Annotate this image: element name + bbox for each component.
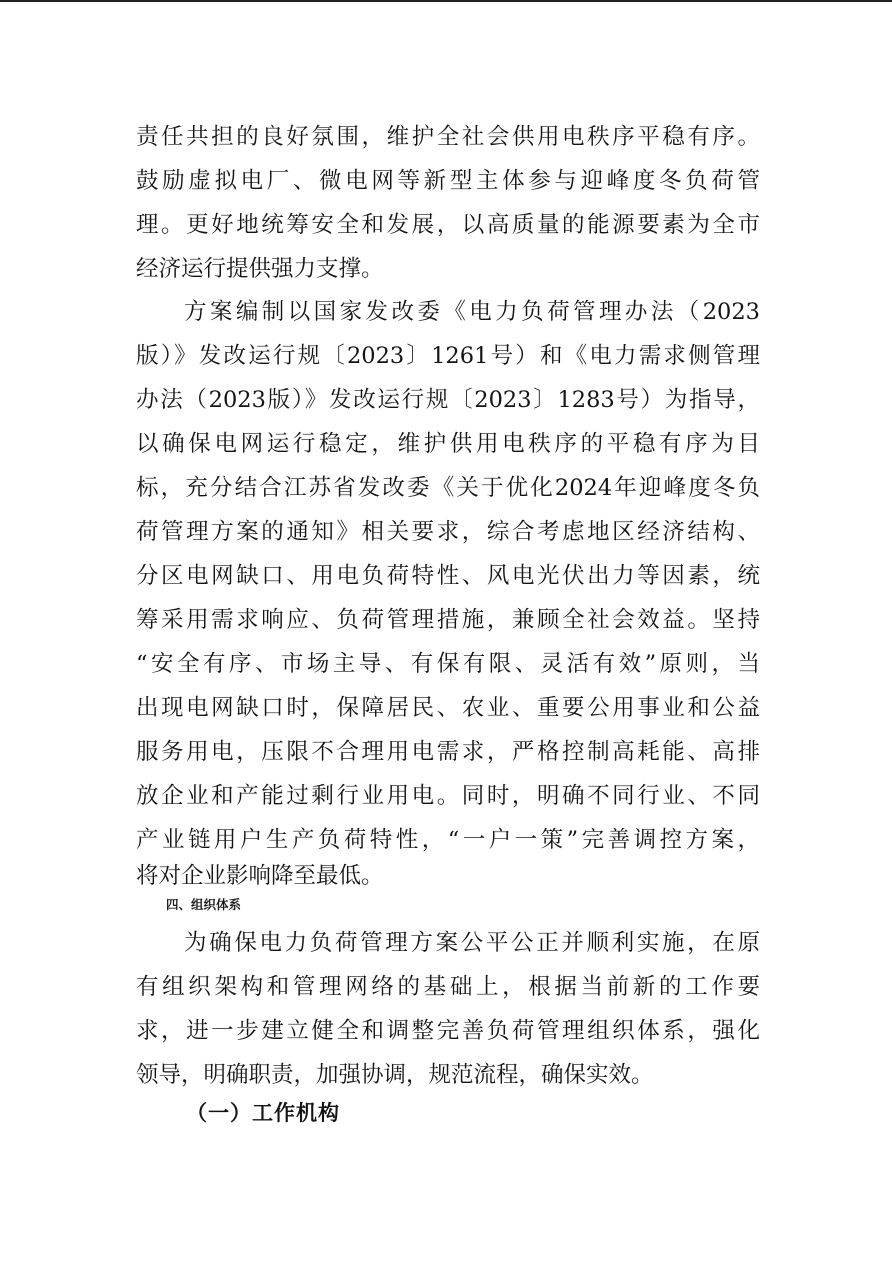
text-line: 服务用电，压限不合理用电需求，严格控制高耗能、高排 (136, 739, 760, 765)
text-line: 求，进一步建立健全和调整完善负荷管理组织体系，强化 (136, 1018, 760, 1044)
text-line: 鼓励虚拟电厂、微电网等新型主体参与迎峰度冬负荷管 (136, 168, 760, 194)
text-line: 标，充分结合江苏省发改委《关于优化2024年迎峰度冬负 (136, 475, 760, 501)
text-line: 责任共担的良好氛围，维护全社会供用电秩序平稳有序。 (136, 124, 760, 150)
text-line: 方案编制以国家发改委《电力负荷管理办法（2023 (184, 299, 760, 325)
text-line: 理。更好地统筹安全和发展，以高质量的能源要素为全市 (136, 212, 760, 238)
text-line: “安全有序、市场主导、有保有限、灵活有效”原则，当 (136, 651, 760, 677)
text-line: 分区电网缺口、用电负荷特性、风电光伏出力等因素，统 (136, 563, 760, 589)
text-line: 荷管理方案的通知》相关要求，综合考虑地区经济结构、 (136, 519, 760, 545)
text-line: 版）》发改运行规〔2023〕1261号）和《电力需求侧管理 (136, 343, 760, 369)
text-line: 经济运行提供强力支撑。 (136, 256, 384, 282)
text-line: 有组织架构和管理网络的基础上，根据当前新的工作要 (136, 974, 760, 1000)
text-line: 放企业和产能过剩行业用电。同时，明确不同行业、不同 (136, 783, 760, 809)
text-line: 出现电网缺口时，保障居民、农业、重要公用事业和公益 (136, 695, 760, 721)
text-line: 领导，明确职责，加强协调，规范流程，确保实效。 (136, 1062, 654, 1088)
subsection-heading: （一）工作机构 (186, 1101, 340, 1125)
text-line: 以确保电网运行稳定，维护供用电秩序的平稳有序为目 (136, 431, 760, 457)
text-line: 筹采用需求响应、负荷管理措施，兼顾全社会效益。坚持 (136, 607, 760, 633)
text-line: 将对企业影响降至最低。 (136, 863, 384, 889)
text-line: 产业链用户生产负荷特性，“一户一策”完善调控方案， (136, 827, 760, 853)
text-line: 办法（2023版）》发改运行规〔2023〕1283号）为指导， (136, 387, 760, 413)
section-heading: 四、组织体系 (166, 897, 242, 912)
text-line: 为确保电力负荷管理方案公平公正并顺利实施，在原 (184, 930, 760, 956)
